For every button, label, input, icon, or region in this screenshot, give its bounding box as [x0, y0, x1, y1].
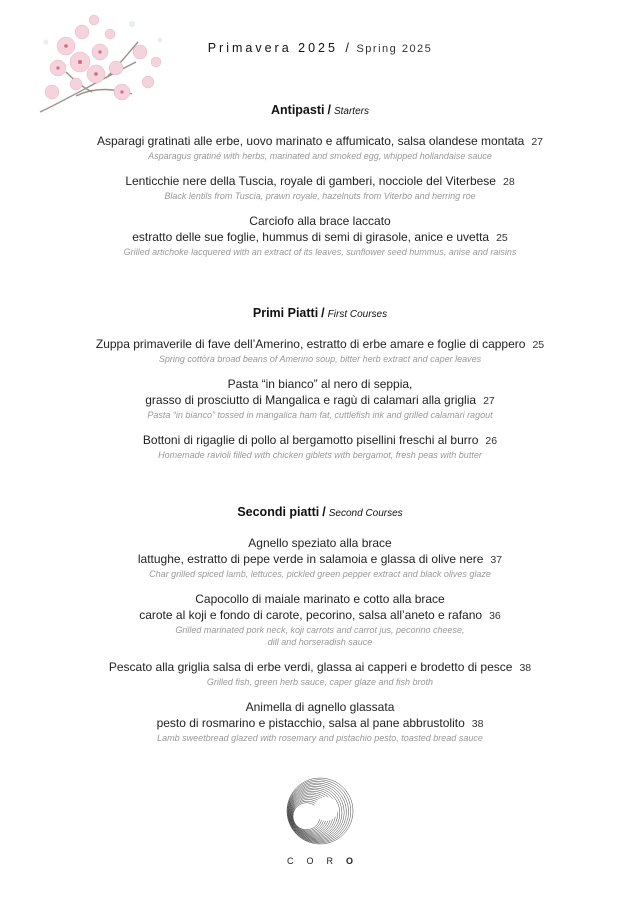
dish-name: Pescato alla griglia salsa di erbe verdi, glassa ai capperi e brodetto di pesce [108, 660, 513, 674]
dish-price: 38 [471, 718, 484, 730]
dish-price: 37 [490, 554, 503, 566]
section-primi-piatti [40, 306, 600, 461]
section-separator: / [327, 103, 331, 117]
dish-item [40, 133, 600, 162]
dish-price: 36 [489, 610, 501, 622]
dish-item [40, 659, 600, 688]
header-separator: / [345, 40, 350, 55]
dish-description: grasso di prosciutto di Mangalica e ragù di calamari alla griglia [145, 393, 477, 407]
menu-body [40, 103, 600, 755]
section-separator: / [322, 505, 326, 519]
dish-price: 25 [532, 339, 545, 351]
dish-item [40, 699, 600, 744]
dish-description: estratto delle sue foglie, hummus di semi di girasole, anice e uvetta [132, 230, 490, 244]
dish-name: Bottoni di rigaglie di pollo al bergamotto pisellini freschi al burro [142, 433, 479, 447]
dish-translation: Char grilled spiced lamb, lettuces, pickled green pepper extract and black olives glaze [149, 569, 491, 579]
dish-item [40, 535, 600, 580]
coro-logo-icon [285, 776, 355, 846]
dish-translation: Lamb sweetbread glazed with rosemary and pistachio pesto, toasted bread sauce [157, 733, 483, 743]
section-title-it: Antipasti [271, 103, 325, 117]
section-title [40, 306, 600, 320]
brand-letter: R [326, 856, 346, 866]
dish-description: lattughe, estratto di pepe verde in salamoia e glassa di olive nere [137, 552, 484, 566]
dish-name: Asparagi gratinati alle erbe, uovo marinato e affumicato, salsa olandese montata [96, 134, 525, 148]
dish-translation: dill and horseradish sauce [267, 637, 373, 647]
dish-translation: Grilled marinated pork neck, koji carrots and carrot jus, pecorino cheese, [175, 625, 465, 635]
dish-price: 38 [519, 662, 532, 674]
dish-translation: Asparagus gratiné with herbs, marinated and smoked egg, whipped hollandaise sauce [148, 151, 492, 161]
dish-description: carote al koji e fondo di carote, pecorino, salsa all’aneto e rafano [139, 608, 483, 622]
dish-item [40, 213, 600, 258]
section-title-it: Primi Piatti [252, 306, 319, 320]
dish-item [40, 376, 600, 421]
dish-name: Zuppa primaverile di fave dell’Amerino, estratto di erbe amare e foglie di cappero [95, 337, 526, 351]
section-title [40, 505, 600, 519]
season-title-en: Spring 2025 [356, 43, 433, 55]
dish-name: Animella di agnello glassata [245, 700, 395, 714]
dish-price: 27 [531, 136, 544, 148]
dish-name: Agnello speziato alla brace [248, 536, 392, 550]
dish-translation: Pasta “in bianco” tossed in mangalica ham fat, cuttlefish ink and grilled calamari ragout [147, 410, 493, 420]
section-separator: / [321, 306, 325, 320]
season-title-it: Primavera 2025 [207, 41, 338, 55]
dish-translation: Black lentils from Tuscia, prawn royale, hazelnuts from Viterbo and herring roe [164, 191, 476, 201]
section-title-en: First Courses [327, 309, 388, 320]
section-secondi-piatti [40, 505, 600, 744]
dish-translation: Grilled artichoke lacquered with an extract of its leaves, sunflower seed hummus, anise and raisins [123, 247, 517, 257]
dish-name: Carciofo alla brace laccato [249, 214, 391, 228]
dish-price: 26 [485, 435, 498, 447]
dish-price: 28 [502, 176, 515, 188]
menu-header [0, 39, 640, 57]
section-title-en: Second Courses [328, 508, 403, 519]
brand-letter: C [286, 856, 307, 866]
dish-name: Lenticchie nere della Tuscia, royale di gamberi, nocciole del Viterbese [125, 174, 496, 188]
dish-name: Pasta “in bianco” al nero di seppia, [227, 377, 413, 391]
dish-name: Capocollo di maiale marinato e cotto alla brace [195, 592, 445, 606]
dish-translation: Spring cottòra broad beans of Amerino soup, bitter herb extract and caper leaves [158, 354, 482, 364]
section-title [40, 103, 600, 117]
section-title-it: Secondi piatti [237, 505, 320, 519]
section-title-en: Starters [333, 106, 369, 117]
brand-wordmark [0, 856, 640, 866]
dish-price: 25 [496, 232, 508, 244]
section-antipasti [40, 103, 600, 258]
brand-letter: O [346, 856, 367, 866]
dish-item [40, 173, 600, 202]
dish-translation: Homemade ravioli filled with chicken giblets with bergamot, fresh peas with butter [158, 450, 482, 460]
dish-price: 27 [483, 395, 495, 407]
dish-item [40, 591, 600, 648]
dish-item [40, 432, 600, 461]
dish-description: pesto di rosmarino e pistacchio, salsa al pane abbrustolito [156, 716, 465, 730]
dish-translation: Grilled fish, green herb sauce, caper glaze and fish broth [206, 677, 434, 687]
dish-item [40, 336, 600, 365]
brand-letter: O [306, 856, 327, 866]
